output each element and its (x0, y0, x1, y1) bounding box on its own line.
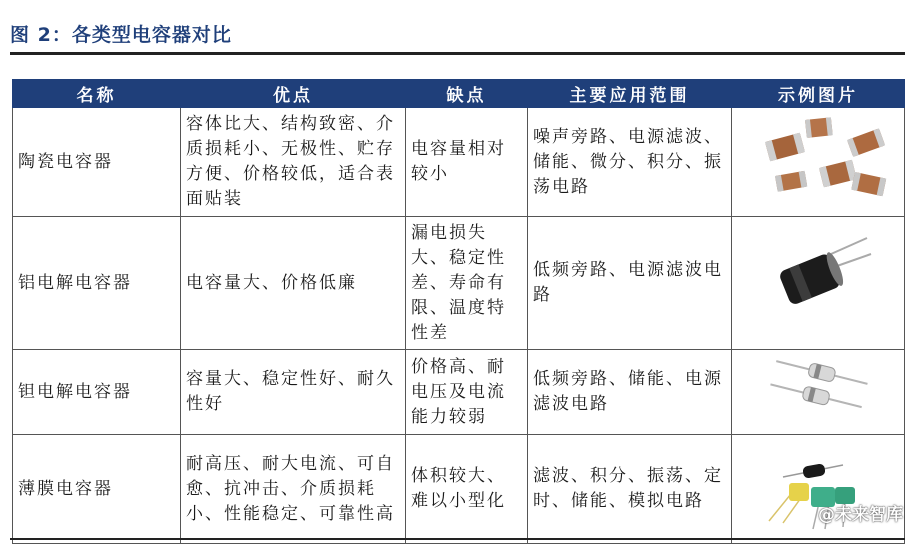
header-applications: 主要应用范围 (528, 80, 732, 108)
cell-pros: 耐高压、耐大电流、可自愈、抗冲击、介质损耗小、性能稳定、可靠性高 (181, 435, 406, 544)
cell-pros: 电容量大、价格低廉 (181, 217, 406, 350)
cell-image (732, 108, 905, 217)
cell-cons: 漏电损失大、稳定性差、寿命有限、温度特性差 (406, 217, 528, 350)
cell-applications: 低频旁路、储能、电源滤波电路 (528, 350, 732, 435)
cell-pros: 容体比大、结构致密、介质损耗小、无极性、贮存方便、价格较低，适合表面贴装 (181, 108, 406, 217)
cell-applications: 噪声旁路、电源滤波、储能、微分、积分、振荡电路 (528, 108, 732, 217)
capacitor-comparison-table (12, 79, 905, 544)
tantalum-capacitor-icon (743, 352, 893, 424)
cell-cons: 体积较大、难以小型化 (406, 435, 528, 544)
cell-applications: 低频旁路、电源滤波电路 (528, 217, 732, 350)
cell-cons: 电容量相对较小 (406, 108, 528, 217)
cell-image (732, 435, 905, 544)
header-image: 示例图片 (732, 80, 905, 108)
ceramic-capacitors-icon (743, 110, 893, 206)
cell-applications: 滤波、积分、振荡、定时、储能、模拟电路 (528, 435, 732, 544)
cell-image (732, 217, 905, 350)
header-name: 名称 (13, 80, 181, 108)
table-row (13, 435, 905, 544)
bottom-rule (10, 538, 905, 540)
table-row (13, 350, 905, 435)
cell-image (732, 350, 905, 435)
table-row (13, 108, 905, 217)
table-row (13, 217, 905, 350)
header-pros: 优点 (181, 80, 406, 108)
cell-name: 钽电解电容器 (13, 350, 181, 435)
cell-name: 铝电解电容器 (13, 217, 181, 350)
aluminum-electrolytic-capacitor-icon (743, 224, 893, 334)
table-header-row (13, 80, 905, 108)
title-rule (10, 52, 905, 55)
cell-name: 薄膜电容器 (13, 435, 181, 544)
cell-cons: 价格高、耐电压及电流能力较弱 (406, 350, 528, 435)
watermark: @未来智库 (818, 505, 903, 525)
cell-name: 陶瓷电容器 (13, 108, 181, 217)
header-cons: 缺点 (406, 80, 528, 108)
figure-title: 图 2：各类型电容器对比 (10, 24, 232, 46)
cell-pros: 容量大、稳定性好、耐久性好 (181, 350, 406, 435)
